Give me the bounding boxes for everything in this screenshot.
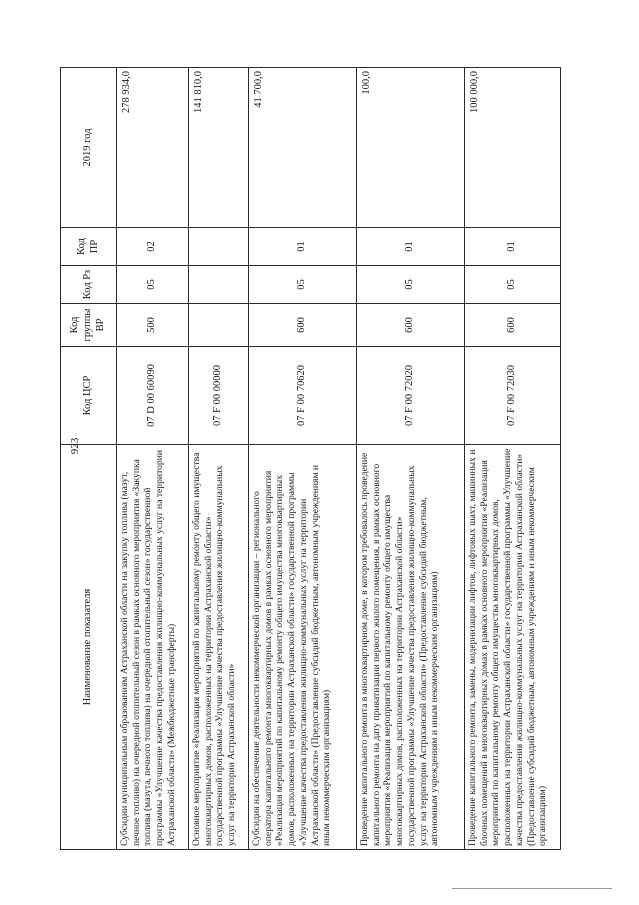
row-name: Проведение капитального ремонта, замены, модернизации лифтов, лифтовых шахт, машинных и блочных помещений в многоквартирных домах в рамках основного мероприятия «Реализация мероприятий по капитальному ремонту общего имущества многоквартирных домов, расположенных на территории Астраханской области» государственной программы «Улучшение качества предоставления жилищно-коммунальных услуг на территории Астраханской области» (Предоставление субсидий бюджетным, автономным учреждениям и иным некоммерческим организациям) xyxy=(465,445,561,850)
table-row xyxy=(357,68,465,850)
row-amount: 41 700,0 xyxy=(249,68,357,228)
header-csr: Код ЦСР xyxy=(61,347,117,445)
page-number: 923 xyxy=(69,437,81,455)
header-year: 2019 год xyxy=(61,68,117,228)
row-csr: 07 F 00 70620 xyxy=(249,347,357,445)
table-header-row xyxy=(61,68,117,850)
row-vr: 600 xyxy=(357,304,465,347)
row-pr: 01 xyxy=(249,228,357,266)
row-vr xyxy=(189,304,249,347)
row-name: Субсидия на обеспечение деятельности некоммерческой организации – регионального оператора капитального ремонта многоквартирных домов в рамках основного мероприятия «Реализация мероприятий по капитальному ремонту общего имущества многоквартирных домов, расположенных на территории Астраханской области» государственной программы «Улучшение качества предоставления жилищно-коммунальных услуг на территории Астраханской области» (Предоставление субсидий бюджетным, автономным учреждениям и иным некоммерческим организациям) xyxy=(249,445,357,850)
row-rz: 05 xyxy=(249,266,357,304)
rotated-table-container xyxy=(60,68,549,850)
row-pr: 02 xyxy=(117,228,189,266)
row-name: Проведение капитального ремонта в многоквартирном доме, в котором требовалось проведение капитального ремонта на дату приватизации первого жилого помещения, в рамках основного мероприятия «Реализация мероприятий по капитальному ремонту общего имущества многоквартирных домов, расположенных на территории Астраханской области» государственной программы «Улучшение качества предоставления жилищно-коммунальных услуг на территории Астраханской области» (Предоставление субсидий бюджетным, автономным учреждениям и иным некоммерческим организациям) xyxy=(357,445,465,850)
row-csr: 07 F 00 00000 xyxy=(189,347,249,445)
row-rz xyxy=(189,266,249,304)
row-amount: 100,0 xyxy=(357,68,465,228)
row-vr: 600 xyxy=(249,304,357,347)
row-amount: 278 934,0 xyxy=(117,68,189,228)
row-csr: 07 D 00 60090 xyxy=(117,347,189,445)
row-csr: 07 F 00 72030 xyxy=(465,347,561,445)
row-pr: 01 xyxy=(357,228,465,266)
row-csr: 07 F 00 72020 xyxy=(357,347,465,445)
scan-rule-line xyxy=(452,888,612,889)
row-vr: 500 xyxy=(117,304,189,347)
row-pr xyxy=(189,228,249,266)
row-amount: 100 000,0 xyxy=(465,68,561,228)
table-row xyxy=(117,68,189,850)
row-rz: 05 xyxy=(117,266,189,304)
row-vr: 600 xyxy=(465,304,561,347)
row-rz: 05 xyxy=(357,266,465,304)
row-rz: 05 xyxy=(465,266,561,304)
table-row xyxy=(465,68,561,850)
header-rz: Код Рз xyxy=(61,266,117,304)
header-pr: Код ПР xyxy=(61,228,117,266)
row-pr: 01 xyxy=(465,228,561,266)
header-name: Наименование показателя xyxy=(61,445,117,850)
row-name: Субсидии муниципальным образованиям Астраханской области на закупку топлива (мазут, печное топливо) на очередной отопительный сезон в рамках основного мероприятия «Закупка топлива (мазута, печного топлива) на очередной отопительный сезон» государственной программы «Улучшение качества предоставления жилищно-коммунальных услуг на территории Астраханской области» (Межбюджетные трансферты) xyxy=(117,445,189,850)
budget-table xyxy=(60,67,561,850)
row-amount: 141 810,0 xyxy=(189,68,249,228)
header-vr: Код группы ВР xyxy=(61,304,117,347)
row-name: Основное мероприятие «Реализация мероприятий по капитальному ремонту общего имущества многоквартирных домов, расположенных на территории Астраханской области» государственной программы «Улучшение качества предоставления жилищно-коммунальных услуг на территории Астраханской области» xyxy=(189,445,249,850)
table-row xyxy=(249,68,357,850)
table-row xyxy=(189,68,249,850)
